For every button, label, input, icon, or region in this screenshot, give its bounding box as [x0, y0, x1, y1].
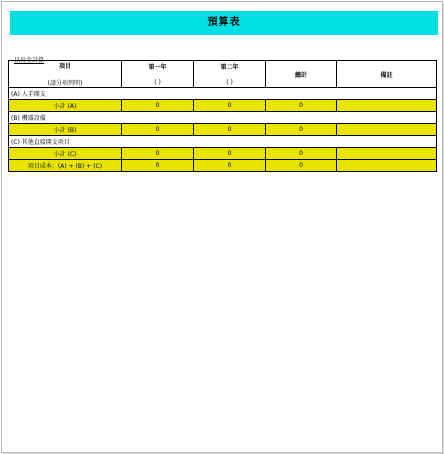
grand-total-total[interactable]: 0: [266, 160, 337, 172]
header-item-note: (請分項列明): [47, 80, 83, 87]
subtotal-remarks[interactable]: [337, 124, 437, 136]
budget-table: [8, 60, 437, 172]
section-heading-label: (B) 機器設備: [9, 112, 122, 124]
section-heading-a: [9, 88, 437, 100]
section-heading-b: [9, 112, 437, 124]
subtotal-row-a: [9, 100, 437, 112]
subtotal-row-c: [9, 148, 437, 160]
header-remarks: [337, 61, 437, 88]
subtotal-label: 小計 (A): [9, 100, 122, 112]
budget-table-body: [9, 61, 437, 172]
section-heading-label: (C) 其他直接開支項目: [9, 136, 122, 148]
subtotal-remarks[interactable]: [337, 148, 437, 160]
header-remarks-label: 備註: [380, 71, 393, 79]
header-year1-sub: ( ): [154, 79, 161, 86]
section-heading-fill: [122, 88, 437, 100]
section-heading-fill: [122, 112, 437, 124]
header-year1: [122, 61, 194, 88]
subtotal-total[interactable]: 0: [266, 124, 337, 136]
grand-total-year2[interactable]: 0: [194, 160, 266, 172]
subtotal-label: 小計 (B): [9, 124, 122, 136]
subtotal-total[interactable]: 0: [266, 148, 337, 160]
header-year1-label: 第一年: [148, 64, 167, 71]
page-title: 預算表: [10, 11, 438, 35]
header-year2-sub: ( ): [226, 79, 233, 86]
section-heading-fill: [122, 136, 437, 148]
subtotal-label: 小計 (C): [9, 148, 122, 160]
header-item-label: 項目: [58, 63, 71, 70]
header-total-label: 總計: [294, 71, 307, 79]
section-heading-label: (A) 人手開支: [9, 88, 122, 100]
section-heading-c: [9, 136, 437, 148]
header-item: [9, 61, 122, 88]
subtotal-year1[interactable]: 0: [122, 148, 194, 160]
subtotal-year1[interactable]: 0: [122, 124, 194, 136]
grand-total-row: [9, 160, 437, 172]
subtotal-year2[interactable]: 0: [194, 148, 266, 160]
header-year2-label: 第二年: [220, 64, 239, 71]
subtotal-total[interactable]: 0: [266, 100, 337, 112]
subtotal-remarks[interactable]: [337, 100, 437, 112]
subtotal-row-b: [9, 124, 437, 136]
grand-total-year1[interactable]: 0: [122, 160, 194, 172]
subtotal-year2[interactable]: 0: [194, 124, 266, 136]
unit-label: 以長金計算: [14, 57, 45, 64]
grand-total-label: 項目成本：(A) + (B) + (C): [9, 160, 122, 172]
header-total: [266, 61, 337, 88]
header-row: [9, 61, 437, 88]
grand-total-remarks[interactable]: [337, 160, 437, 172]
subtotal-year1[interactable]: 0: [122, 100, 194, 112]
subtotal-year2[interactable]: 0: [194, 100, 266, 112]
header-year2: [194, 61, 266, 88]
